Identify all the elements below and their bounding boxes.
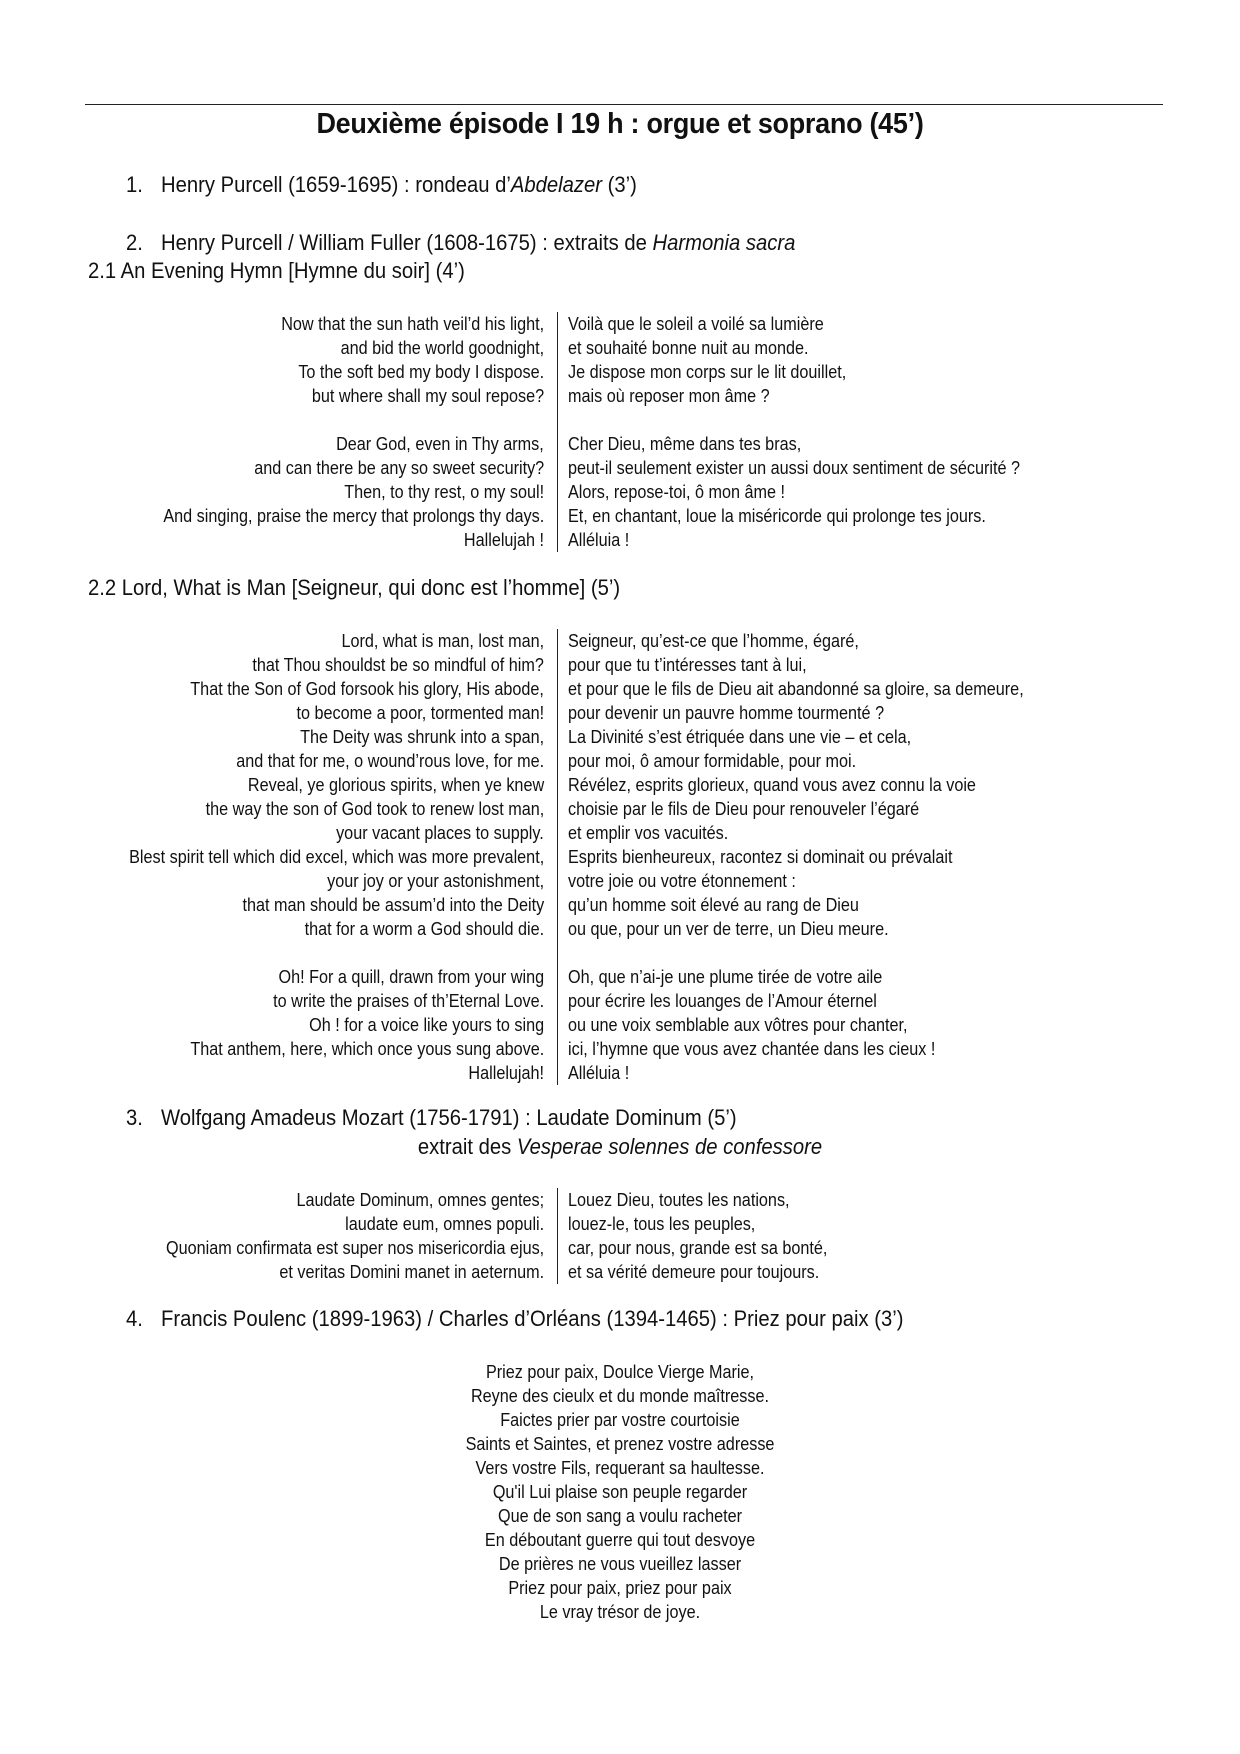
poem-line: En déboutant guerre qui tout desvoye — [484, 1530, 756, 1550]
translation-verse: Cher Dieu, même dans tes bras, — [568, 434, 802, 454]
original-verse: Lord, what is man, lost man, — [341, 631, 544, 651]
original-verse: Laudate Dominum, omnes gentes; — [296, 1190, 544, 1210]
translation-verse: et souhaité bonne nuit au monde. — [568, 338, 809, 358]
translation-verse: Oh, que n’ai-je une plume tirée de votre aile — [568, 967, 883, 987]
item-number: 3. — [126, 1105, 143, 1130]
item-text: Francis Poulenc (1899-1963) / Charles d’Orléans (1394-1465) : Priez pour paix (3’) — [160, 1306, 904, 1331]
translation-verse: louez-le, tous les peuples, — [568, 1214, 756, 1234]
original-verse: Hallelujah ! — [463, 530, 544, 550]
original-verse: the way the son of God took to renew lost man, — [205, 799, 544, 819]
extract-italic: Vesperae solennes de confessore — [516, 1134, 823, 1159]
item-text: Henry Purcell / William Fuller (1608-1675) : extraits de — [160, 230, 653, 255]
original-verse: et veritas Domini manet in aeternum. — [279, 1262, 544, 1282]
verse-row — [0, 749, 1240, 773]
translation-verse: Révélez, esprits glorieux, quand vous avez connu la voie — [568, 775, 976, 795]
lord-what-is-man-poem — [0, 629, 1240, 1085]
verse-row — [0, 869, 1240, 893]
verse-row — [0, 480, 1240, 504]
original-verse: To the soft bed my body I dispose. — [298, 362, 544, 382]
translation-verse: Alléluia ! — [568, 530, 630, 550]
original-verse: Quoniam confirmata est super nos misericordia ejus, — [165, 1238, 544, 1258]
verse-row — [0, 1013, 1240, 1037]
original-verse: that man should be assum’d into the Deity — [242, 895, 544, 915]
verse-row — [0, 989, 1240, 1013]
translation-verse: peut-il seulement exister un aussi doux sentiment de sécurité ? — [568, 458, 1021, 478]
translation-verse: et pour que le fils de Dieu ait abandonné sa gloire, sa demeure, — [568, 679, 1024, 699]
verse-row — [0, 629, 1240, 653]
translation-verse: Voilà que le soleil a voilé sa lumière — [568, 314, 824, 334]
poem-line: Priez pour paix, Doulce Vierge Marie, — [485, 1362, 755, 1382]
column-divider — [557, 312, 558, 552]
original-verse: your joy or your astonishment, — [326, 871, 544, 891]
verse-row — [0, 1037, 1240, 1061]
verse-row — [0, 1260, 1240, 1284]
verse-row — [0, 917, 1240, 941]
verse-row — [0, 384, 1240, 408]
original-verse: and bid the world goodnight, — [340, 338, 544, 358]
original-verse: and can there be any so sweet security? — [254, 458, 544, 478]
verse-row — [0, 360, 1240, 384]
verse-row — [0, 1188, 1240, 1212]
translation-verse: mais où reposer mon âme ? — [568, 386, 770, 406]
program-item-4 — [126, 1306, 903, 1332]
item-number: 1. — [126, 172, 143, 197]
poem-line: Faictes prier par vostre courtoisie — [500, 1410, 740, 1430]
original-verse: Dear God, even in Thy arms, — [336, 434, 544, 454]
page-title: Deuxième épisode I 19 h : orgue et soprano (45’) — [316, 108, 924, 140]
item-italic: Abdelazer — [510, 172, 603, 197]
item-number: 4. — [126, 1306, 143, 1331]
column-divider — [557, 629, 558, 1085]
translation-verse: pour écrire les louanges de l’Amour éternel — [568, 991, 877, 1011]
original-verse: Reveal, ye glorious spirits, when ye knew — [247, 775, 544, 795]
translation-verse: ici, l’hymne que vous avez chantée dans les cieux ! — [568, 1039, 936, 1059]
verse-row — [0, 701, 1240, 725]
translation-verse: votre joie ou votre étonnement : — [568, 871, 796, 891]
translation-verse: ou que, pour un ver de terre, un Dieu meure. — [568, 919, 889, 939]
priez-pour-paix-poem — [0, 1360, 1240, 1624]
poem-line: Priez pour paix, priez pour paix — [508, 1578, 732, 1598]
stanza-gap — [0, 408, 1240, 432]
poem-line: Qu'il Lui plaise son peuple regarder — [492, 1482, 748, 1502]
translation-verse: pour que tu t’intéresses tant à lui, — [568, 655, 807, 675]
poem-line: De prières ne vous vueillez lasser — [498, 1554, 742, 1574]
translation-verse: car, pour nous, grande est sa bonté, — [568, 1238, 828, 1258]
item-number: 2. — [126, 230, 143, 255]
poem-line: Saints et Saintes, et prenez vostre adresse — [465, 1434, 775, 1454]
extract-text: extrait des — [417, 1134, 517, 1159]
verse-row — [0, 1236, 1240, 1260]
verse-row — [0, 845, 1240, 869]
verse-row — [0, 725, 1240, 749]
laudate-poem — [0, 1188, 1240, 1284]
translation-verse: Seigneur, qu’est-ce que l’homme, égaré, — [568, 631, 859, 651]
original-verse: That anthem, here, which once yous sung above. — [190, 1039, 544, 1059]
original-verse: to write the praises of th’Eternal Love. — [272, 991, 544, 1011]
original-verse: Now that the sun hath veil’d his light, — [281, 314, 544, 334]
item-text: Wolfgang Amadeus Mozart (1756-1791) : Laudate Dominum (5’) — [160, 1105, 737, 1130]
original-verse: And singing, praise the mercy that prolongs thy days. — [163, 506, 544, 526]
translation-verse: et sa vérité demeure pour toujours. — [568, 1262, 820, 1282]
translation-verse: qu’un homme soit élevé au rang de Dieu — [568, 895, 859, 915]
translation-verse: Et, en chantant, loue la miséricorde qui prolonge tes jours. — [568, 506, 986, 526]
original-verse: to become a poor, tormented man! — [296, 703, 544, 723]
translation-verse: Alléluia ! — [568, 1063, 630, 1083]
original-verse: that for a worm a God should die. — [304, 919, 544, 939]
original-verse: but where shall my soul repose? — [311, 386, 544, 406]
translation-verse: choisie par le fils de Dieu pour renouveler l’égaré — [568, 799, 920, 819]
original-verse: Oh! For a quill, drawn from your wing — [278, 967, 544, 987]
translation-verse: ou une voix semblable aux vôtres pour chanter, — [568, 1015, 908, 1035]
evening-hymn-poem — [0, 312, 1240, 552]
original-verse: and that for me, o wound’rous love, for me. — [236, 751, 544, 771]
item-text-end: (3’) — [602, 172, 637, 197]
original-verse: Blest spirit tell which did excel, which was more prevalent, — [128, 847, 544, 867]
program-item-2 — [126, 230, 795, 256]
top-rule — [85, 104, 1163, 105]
verse-row — [0, 312, 1240, 336]
verse-row — [0, 893, 1240, 917]
translation-verse: La Divinité s’est étriquée dans une vie – et cela, — [568, 727, 912, 747]
translation-verse: pour moi, ô amour formidable, pour moi. — [568, 751, 857, 771]
verse-row — [0, 1212, 1240, 1236]
verse-row — [0, 504, 1240, 528]
original-verse: Then, to thy rest, o my soul! — [344, 482, 544, 502]
original-verse: Hallelujah! — [468, 1063, 544, 1083]
translation-verse: Alors, repose-toi, ô mon âme ! — [568, 482, 785, 502]
item-text: Henry Purcell (1659-1695) : rondeau d’ — [160, 172, 511, 197]
translation-verse: et emplir vos vacuités. — [568, 823, 729, 843]
original-verse: The Deity was shrunk into a span, — [299, 727, 544, 747]
translation-verse: Louez Dieu, toutes les nations, — [568, 1190, 790, 1210]
verse-row — [0, 528, 1240, 552]
verse-row — [0, 797, 1240, 821]
mozart-extract-line — [50, 1134, 1191, 1160]
verse-row — [0, 432, 1240, 456]
verse-row — [0, 1061, 1240, 1085]
original-verse: that Thou shouldst be so mindful of him? — [252, 655, 544, 675]
original-verse: your vacant places to supply. — [336, 823, 544, 843]
program-item-1 — [126, 172, 637, 198]
poem-line: Que de son sang a voulu racheter — [497, 1506, 743, 1526]
poem-line: Vers vostre Fils, requerant sa haultesse. — [475, 1458, 765, 1478]
subheading-2-2: 2.2 Lord, What is Man [Seigneur, qui donc est l’homme] (5’) — [88, 575, 621, 600]
translation-verse: Esprits bienheureux, racontez si dominait ou prévalait — [568, 847, 953, 867]
verse-row — [0, 653, 1240, 677]
original-verse: laudate eum, omnes populi. — [344, 1214, 544, 1234]
poem-line: Reyne des cieulx et du monde maîtresse. — [470, 1386, 770, 1406]
column-divider — [557, 1188, 558, 1284]
original-verse: Oh ! for a voice like yours to sing — [308, 1015, 544, 1035]
verse-row — [0, 773, 1240, 797]
translation-verse: Je dispose mon corps sur le lit douillet, — [568, 362, 847, 382]
subheading-2-1: 2.1 An Evening Hymn [Hymne du soir] (4’) — [88, 258, 465, 283]
program-item-3 — [126, 1105, 737, 1131]
item-italic: Harmonia sacra — [652, 230, 796, 255]
verse-row — [0, 965, 1240, 989]
verse-row — [0, 677, 1240, 701]
poem-line: Le vray trésor de joye. — [539, 1602, 701, 1622]
verse-row — [0, 336, 1240, 360]
verse-row — [0, 456, 1240, 480]
stanza-gap — [0, 941, 1240, 965]
original-verse: That the Son of God forsook his glory, His abode, — [190, 679, 544, 699]
verse-row — [0, 821, 1240, 845]
translation-verse: pour devenir un pauvre homme tourmenté ? — [568, 703, 885, 723]
